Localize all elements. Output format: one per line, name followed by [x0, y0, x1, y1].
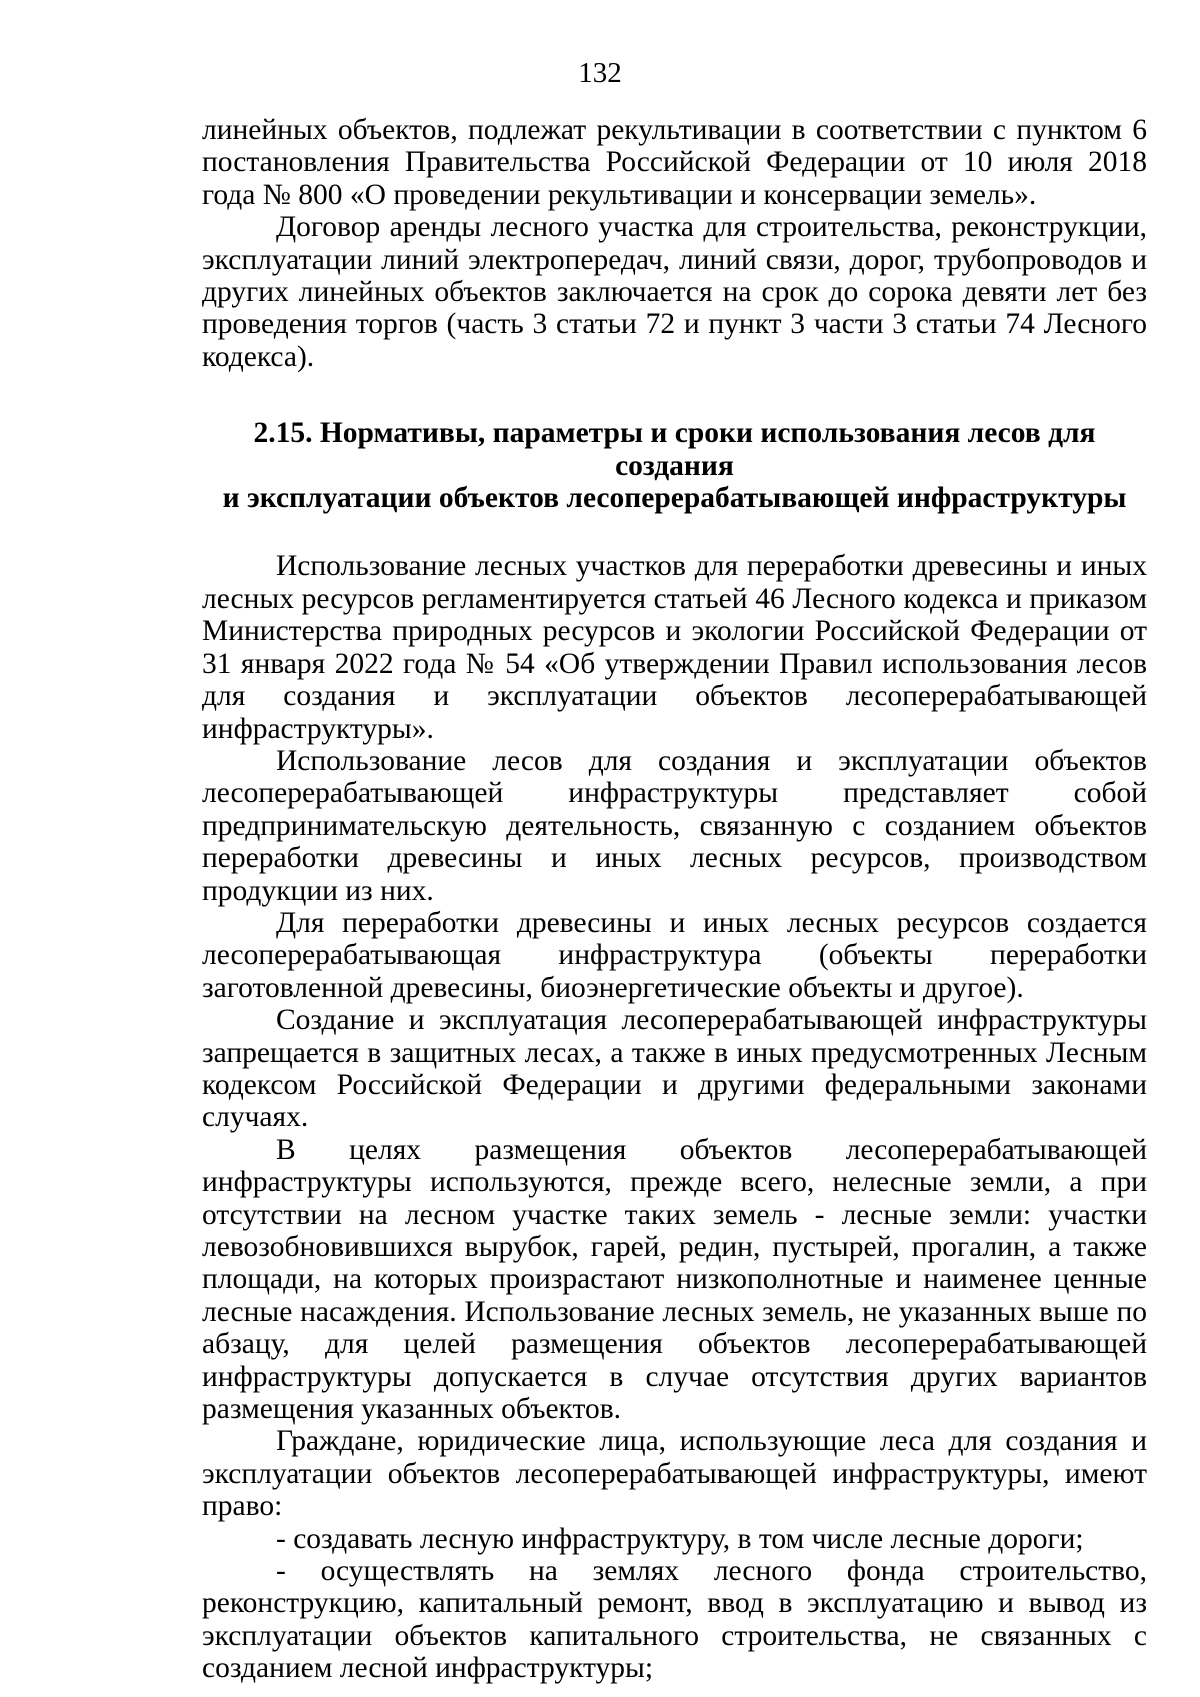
paragraph-regulation: Использование лесных участков для переработки древесины и иных лесных ресурсов регламентируется статьей 46 Лесного кодекса и приказом Министерства природных ресурсов и экологии Российской Федерации от 31 января 2022 года № 54 «Об утверждении Правил использования лесов для создания и эксплуатации объектов лесоперерабатывающей инфраструктуры».: [202, 550, 1147, 745]
section-heading-line-1: 2.15. Нормативы, параметры и сроки использования лесов для создания: [253, 417, 1096, 482]
document-body: [202, 114, 1147, 1685]
list-item-create-infrastructure: - создавать лесную инфраструктуру, в том числе лесные дороги;: [276, 1522, 1084, 1555]
paragraph-continuation: линейных объектов, подлежат рекультивации в соответствии с пунктом 6 постановления Правительства Российской Федерации от 10 июля 2018 года № 800 «О проведении рекультивации и консервации земель».: [202, 114, 1147, 211]
list-item-construction: - осуществлять на землях лесного фонда строительство, реконструкцию, капитальный ремонт, ввод в эксплуатацию и вывод из эксплуатации объектов капитального строительства, не связанных с созданием лесной инфраструктуры;: [202, 1555, 1147, 1685]
paragraph-business-activity: Использование лесов для создания и эксплуатации объектов лесоперерабатывающей инфраструктуры представляет собой предпринимательскую деятельность, связанную с созданием объектов переработки древесины и иных лесных ресурсов, производством продукции из них.: [202, 744, 1147, 907]
paragraph-rights-intro: Граждане, юридические лица, использующие леса для создания и эксплуатации объектов лесоперерабатывающей инфраструктуры, имеют право:: [202, 1425, 1147, 1523]
page-number: 132: [578, 57, 622, 89]
paragraph-infrastructure-creation: Для переработки древесины и иных лесных ресурсов создается лесоперерабатывающая инфраструктура (объекты переработки заготовленной древесины, биоэнергетические объекты и другое).: [202, 906, 1147, 1004]
paragraph-placement: В целях размещения объектов лесоперерабатывающей инфраструктуры используются, прежде всего, нелесные земли, а при отсутствии на лесном участке таких земель - лесные земли: участки левозобновившихся вырубок, гарей, редин, пустырей, прогалин, а также площади, на которых произрастают низкополнотные и наименее ценные лесные насаждения. Использование лесных земель, не указанных выше по абзацу, для целей размещения объектов лесоперерабатывающей инфраструктуры допускается в случае отсутствия других вариантов размещения указанных объектов.: [202, 1133, 1147, 1426]
section-heading-line-2: и эксплуатации объектов лесоперерабатывающей инфраструктуры: [222, 482, 1127, 515]
section-heading: [202, 417, 1147, 514]
paragraph-lease-agreement: Договор аренды лесного участка для строительства, реконструкции, эксплуатации линий электропередач, линий связи, дорог, трубопроводов и других линейных объектов заключается на срок до сорока девяти лет без проведения торгов (часть 3 статьи 72 и пункт 3 части 3 статьи 74 Лесного кодекса).: [202, 211, 1147, 373]
paragraph-prohibition: Создание и эксплуатация лесоперерабатывающей инфраструктуры запрещается в защитных лесах, а также в иных предусмотренных Лесным кодексом Российской Федерации и другими федеральными законами случаях.: [202, 1004, 1147, 1134]
